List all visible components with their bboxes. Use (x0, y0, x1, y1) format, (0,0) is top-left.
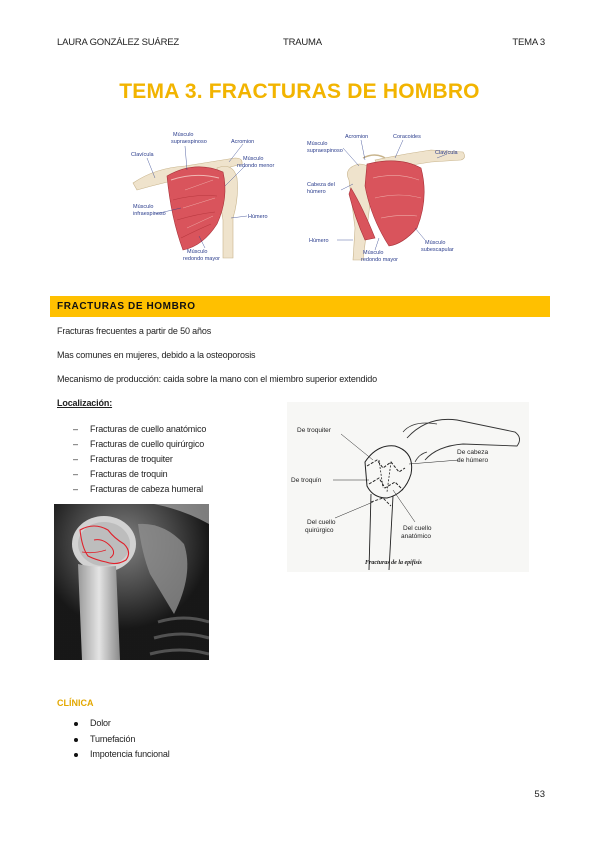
header-subject: TRAUMA (283, 37, 322, 48)
page-title: TEMA 3. FRACTURAS DE HOMBRO (119, 80, 480, 103)
anterior-shoulder-figure (303, 128, 473, 268)
label-coracoid: Coracoides (393, 134, 421, 140)
label-head-2: de húmero (457, 457, 489, 464)
paragraph-gender: Mas comunes en mujeres, debido a la osteoporosis (57, 350, 256, 360)
list-item: – Fracturas de troquiter (73, 452, 206, 467)
label-acromion: Acromion (231, 139, 255, 145)
label-teres-major-2: redondo mayor (183, 256, 220, 262)
label-teres-minor-1: Músculo (243, 156, 264, 162)
page-number: 53 (534, 789, 545, 800)
label-head-1: De cabeza (457, 449, 489, 456)
list-item: Impotencia funcional (73, 747, 170, 763)
label-teres-major-2: redondo mayor (361, 257, 398, 263)
header-author: LAURA GONZÁLEZ SUÁREZ (57, 37, 179, 48)
list-item: – Fracturas de cuello quirúrgico (73, 437, 206, 452)
header-topic: TEMA 3 (512, 37, 545, 48)
list-item: Dolor (73, 716, 170, 732)
label-troquiter: De troquiter (297, 427, 331, 434)
list-item: – Fracturas de troquin (73, 467, 206, 482)
paragraph-mechanism: Mecanismo de producción: caida sobre la mano con el miembro superior extendido (57, 374, 377, 384)
label-surgical-2: quirúrgico (305, 527, 334, 534)
shoulder-xray-image (54, 504, 209, 660)
label-acromion: Acromion (345, 134, 369, 140)
localization-list (73, 422, 206, 497)
label-teres-major-1: Músculo (187, 249, 208, 255)
clinica-list (73, 716, 170, 763)
list-item: – Fracturas de cuello anatómico (73, 422, 206, 437)
label-supraspinatus-1: Músculo (173, 132, 194, 138)
label-supraspinatus-2: supraespinoso (307, 148, 343, 154)
label-troquin: De troquín (291, 477, 322, 484)
label-supraspinatus-2: supraespinoso (171, 139, 207, 145)
label-clavicle: Clavícula (435, 150, 458, 156)
list-item: Tumefación (73, 732, 170, 748)
label-supraspinatus-1: Músculo (307, 141, 328, 147)
localization-title: Localización: (57, 398, 113, 408)
label-teres-minor-2: redondo menor (237, 163, 275, 169)
section-heading-bar (50, 296, 550, 317)
clinica-heading: CLÍNICA (57, 698, 94, 708)
label-humeral-head-1: Cabeza del (307, 182, 335, 188)
label-clavicle: Clavícula (131, 152, 154, 158)
label-infraspinatus-1: Músculo (133, 204, 154, 210)
label-subscapularis-1: Músculo (425, 240, 446, 246)
label-anatomical-1: Del cuello (403, 525, 432, 532)
label-anatomical-2: anatómico (401, 533, 431, 540)
diagram-caption: Fracturas de la epífisis (365, 560, 422, 566)
label-subscapularis-2: subescapular (421, 247, 454, 253)
list-item: – Fracturas de cabeza humeral (73, 482, 206, 497)
section-heading: FRACTURAS DE HOMBRO (57, 301, 196, 312)
fracture-diagram (287, 402, 529, 572)
label-humeral-head-2: húmero (307, 189, 326, 195)
label-teres-major-1: Músculo (363, 250, 384, 256)
label-humerus: Húmero (248, 214, 268, 220)
label-humerus: Húmero (309, 238, 329, 244)
label-infraspinatus-2: infraespinoso (133, 211, 166, 217)
paragraph-frequency: Fracturas frecuentes a partir de 50 años (57, 326, 212, 336)
posterior-shoulder-figure (125, 128, 285, 268)
label-surgical-1: Del cuello (307, 519, 336, 526)
